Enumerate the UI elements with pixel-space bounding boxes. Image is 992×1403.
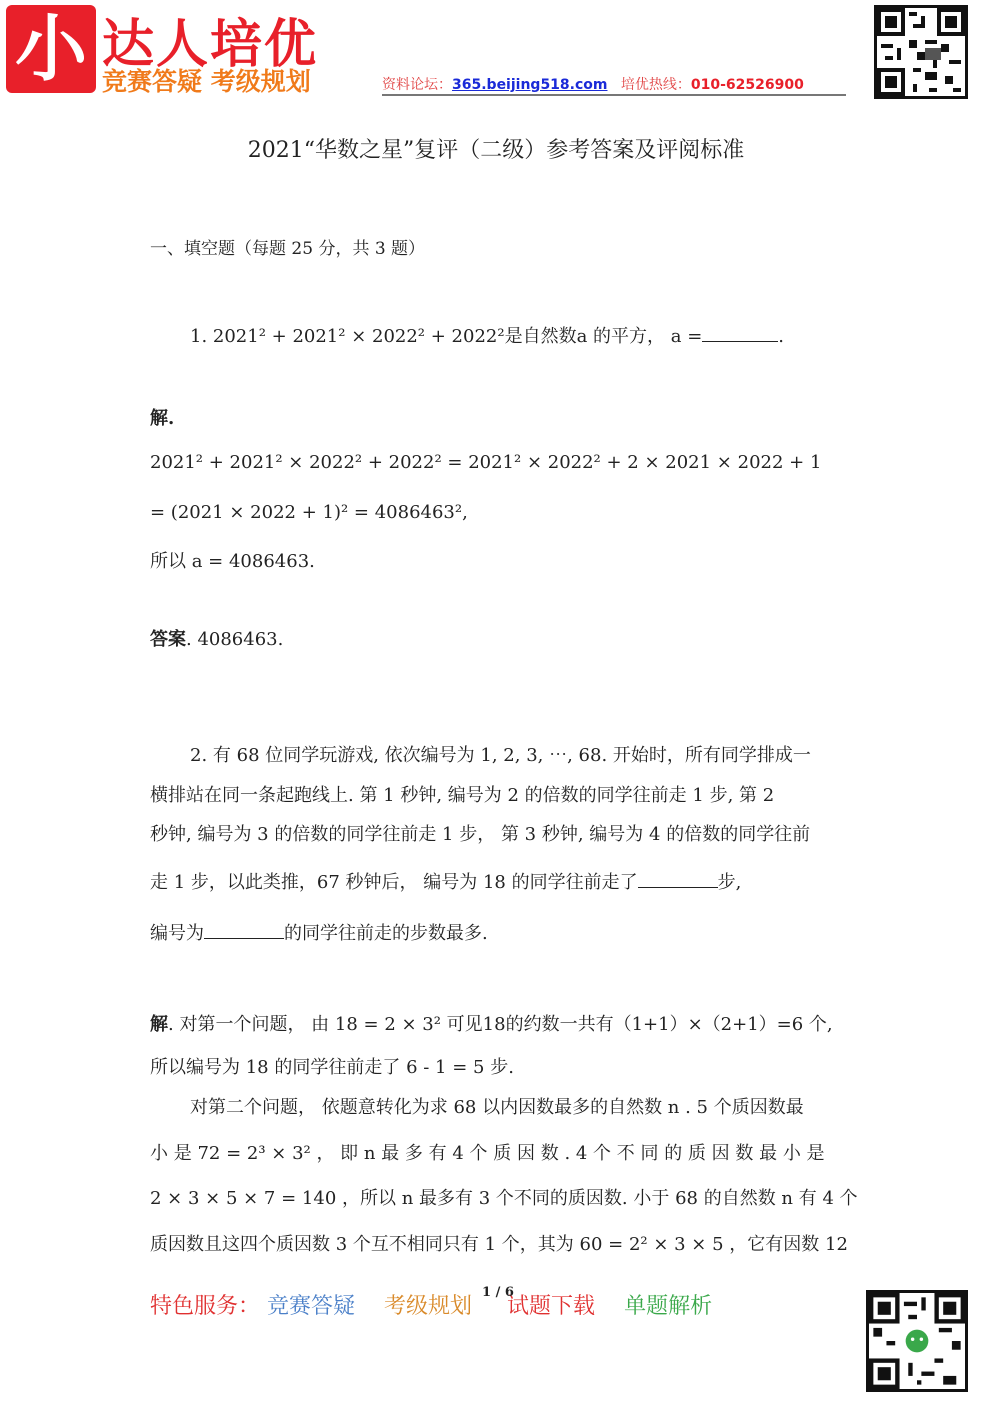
footer-item[interactable]: 考级规划 <box>384 1294 473 1319</box>
question-2-text: 走 1 步，以此类推，67 秒钟后， 编号为 18 的同学往前走了 <box>150 872 638 893</box>
document-title: 2021“华数之星”复评（二级）参考答案及评阅标准 <box>247 138 745 163</box>
question-2-line <box>150 919 488 945</box>
answer-label: 答案 <box>150 629 186 650</box>
brand-subtitle: 竞赛答疑 考级规划 <box>102 67 311 96</box>
brand-title: 达人培优 <box>102 15 319 75</box>
wechat-qr-icon <box>866 1290 968 1392</box>
solution-line: 小 是 72 = 2³ × 3² ， 即 n 最 多 有 4 个 质 因 数 . 4 个 不 同 的 质 因 数 最 小 是 <box>150 1143 825 1164</box>
footer-item[interactable]: 竞赛答疑 <box>267 1294 356 1319</box>
hotline-number: 010-62526900 <box>690 77 804 93</box>
solution-line: 所以编号为 18 的同学往前走了 6 - 1 = 5 步. <box>150 1057 514 1078</box>
question-2-line: 秒钟, 编号为 3 的倍数的同学往前走 1 步， 第 3 秒钟, 编号为 4 的倍数的同学往前 <box>150 824 811 845</box>
solution-line: 2021² + 2021² × 2022² + 2022² = 2021² × 2022² + 2 × 2021 × 2022 + 1 <box>150 452 822 473</box>
forum-label: 资料论坛： <box>382 77 452 93</box>
footer-label: 特色服务： <box>150 1294 261 1319</box>
answer-blank[interactable] <box>204 922 284 939</box>
solution-line: 质因数且这四个质因数 3 个互不相同只有 1 个，其为 60 = 2² × 3 × 5 ，它有因数 12 <box>150 1234 848 1255</box>
solution-text: . 对第一个问题， 由 18 = 2 × 3² 可见18的约数一共有（1+1）×（2+1）=6 个, <box>168 1014 833 1035</box>
footer-services <box>150 1289 734 1320</box>
answer-line <box>150 625 283 651</box>
header-links <box>382 74 804 94</box>
page-number: 1 / 6 <box>482 1285 514 1300</box>
solution-line: 2 × 3 × 5 × 7 = 140 ，所以 n 最多有 3 个不同的质因数. 小于 68 的自然数 n 有 4 个 <box>150 1188 858 1209</box>
answer-blank[interactable] <box>638 871 718 888</box>
question-2-line: 2. 有 68 位同学玩游戏, 依次编号为 1, 2, 3, ⋯, 68. 开始时，所有同学排成一 <box>190 745 811 766</box>
hotline-label: 培优热线： <box>620 77 691 93</box>
question-2-text: 编号为 <box>150 923 204 944</box>
question-1-text: 1. 2021² + 2021² × 2022² + 2022²是自然数a 的平方， a = <box>190 326 703 347</box>
question-2-line: 横排站在同一条起跑线上. 第 1 秒钟, 编号为 2 的倍数的同学往前走 1 步, 第 2 <box>150 785 775 806</box>
logo-badge <box>6 5 96 93</box>
footer-item[interactable]: 单题解析 <box>624 1294 713 1319</box>
forum-link[interactable]: 365.beijing518.com <box>452 77 608 93</box>
question-2-text: 步, <box>717 872 742 893</box>
solution-label: 解 <box>150 1014 168 1035</box>
answer-blank[interactable] <box>702 325 778 342</box>
header-divider <box>382 94 846 96</box>
section-heading: 一、填空题（每题 25 分，共 3 题） <box>150 239 426 259</box>
qr-code-icon <box>874 5 968 99</box>
answer-value: . 4086463. <box>186 629 284 650</box>
solution-line <box>150 1010 833 1036</box>
footer-item[interactable]: 试题下载 <box>507 1294 596 1319</box>
solution-line: 所以 a = 4086463. <box>150 551 315 572</box>
solution-line: 对第二个问题， 依题意转化为求 68 以内因数最多的自然数 n . 5 个质因数最 <box>190 1097 804 1118</box>
solution-line: = (2021 × 2022 + 1)² = 4086463², <box>150 502 468 523</box>
question-2-line <box>150 868 741 894</box>
logo-char: 小 <box>14 7 87 91</box>
question-2-text: 的同学往前走的步数最多. <box>284 923 488 944</box>
question-1-end: . <box>778 326 785 347</box>
solution-label: 解. <box>150 408 175 429</box>
question-1 <box>190 322 784 348</box>
